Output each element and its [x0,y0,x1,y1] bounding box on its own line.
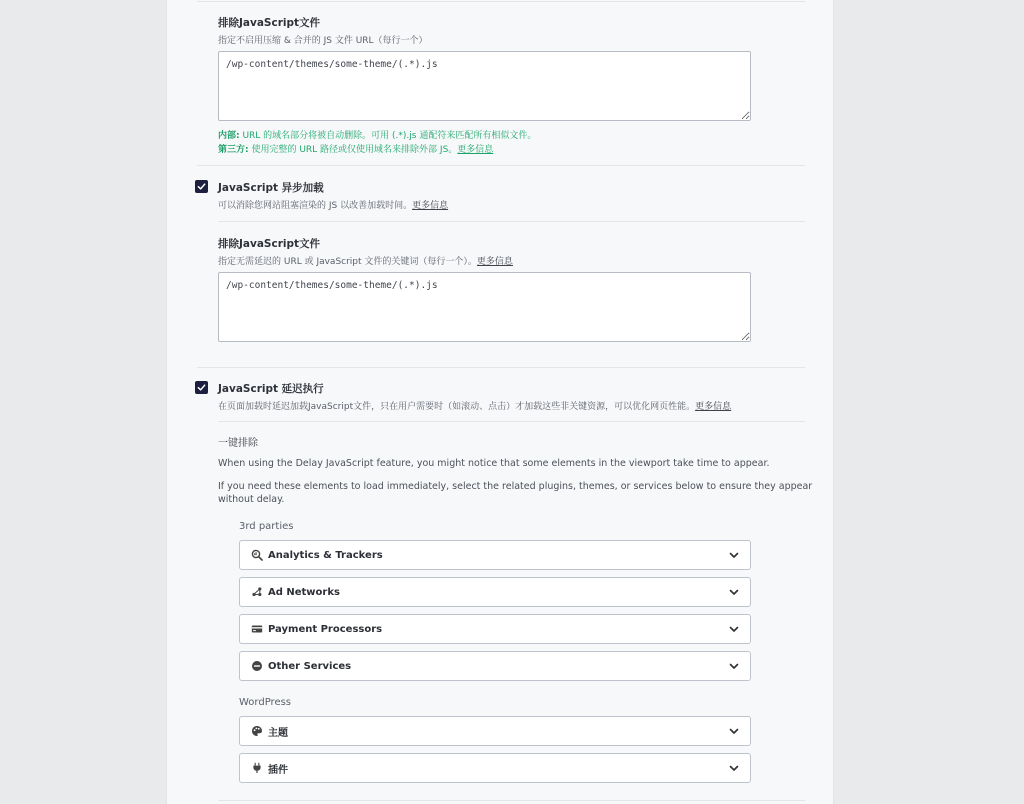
minify-exclude-title: 排除JavaScript文件 [218,17,321,29]
delay-more-link[interactable]: 更多信息 [695,402,732,412]
delay-description: 在页面加载时延迟加载JavaScript文件，只在用户需要时（如滚动、点击）才加载这些非关键资源，可以优化网页性能。 [218,402,696,412]
minify-exclude-textarea[interactable] [218,51,751,121]
note-more-link[interactable]: 更多信息 [457,145,494,155]
accordion-label: Payment Processors [268,623,383,635]
divider [197,165,805,166]
wordpress-label: WordPress [239,697,292,708]
async-title: JavaScript 异步加载 [218,182,324,194]
async-exclude-title: 排除JavaScript文件 [218,238,321,250]
accordion-label: Analytics & Trackers [268,549,383,561]
delay-paragraph-2-line-1: If you need these elements to load immediately, select the related plugins, themes, or services below to ensure they appear [218,481,813,492]
async-description: 可以消除您网站阻塞渲染的 JS 以改善加载时间。 [218,201,413,211]
credit-card-icon [250,622,264,636]
accordion-label: Ad Networks [268,586,340,598]
accordion-analytics-trackers[interactable] [239,540,751,570]
plug-icon [250,761,264,775]
delay-checkbox[interactable] [195,381,208,394]
palette-icon [250,724,264,738]
accordion-label: 主题 [268,727,288,739]
analytics-icon [250,548,264,562]
note-internal-text: URL 的域名部分将被自动删除。可用 (.*).js 通配符来匹配所有相似文件。 [239,131,537,141]
async-checkbox[interactable] [195,180,208,193]
minus-circle-icon [250,659,264,673]
delay-paragraph-1: When using the Delay JavaScript feature, you might notice that some elements in the viewport take time to appear. [218,458,770,469]
note-internal-label: 内部: [218,131,240,141]
async-exclude-description: 指定无需延迟的 URL 或 JavaScript 文件的关键词（每行一个）。 [218,257,477,267]
accordion-payment-processors[interactable] [239,614,751,644]
divider [218,221,805,222]
delay-title: JavaScript 延迟执行 [218,383,324,395]
async-exclude-more-link[interactable]: 更多信息 [476,257,513,267]
note-third-label: 第三方: [218,145,249,155]
check-icon [197,182,206,191]
accordion-plugins[interactable] [239,753,751,783]
settings-panel [166,0,834,804]
divider [197,1,805,2]
async-more-link[interactable]: 更多信息 [412,201,449,211]
ad-networks-icon [250,585,264,599]
note-third-party [218,142,493,155]
one-click-exclusion-title: 一键排除 [218,438,258,449]
chevron-down-icon [728,549,740,561]
async-exclude-textarea[interactable] [218,272,751,342]
divider [218,421,805,422]
minify-exclude-description: 指定不启用压缩 & 合并的 JS 文件 URL（每行一个） [218,36,428,46]
delay-description-row [218,399,731,412]
note-third-text: 使用完整的 URL 路径或仅使用域名来排除外部 JS。 [248,145,458,155]
chevron-down-icon [728,725,740,737]
accordion-other-services[interactable] [239,651,751,681]
chevron-down-icon [728,623,740,635]
async-exclude-description-row [218,254,513,267]
accordion-label: Other Services [268,660,352,672]
accordion-ad-networks[interactable] [239,577,751,607]
third-parties-label: 3rd parties [239,521,294,532]
accordion-label: 插件 [268,764,288,776]
divider [218,800,805,801]
check-icon [197,383,206,392]
accordion-themes[interactable] [239,716,751,746]
chevron-down-icon [728,762,740,774]
note-internal [218,128,536,141]
delay-paragraph-2-line-2: without delay. [218,494,285,505]
chevron-down-icon [728,660,740,672]
divider [197,367,805,368]
async-description-row [218,198,448,211]
chevron-down-icon [728,586,740,598]
